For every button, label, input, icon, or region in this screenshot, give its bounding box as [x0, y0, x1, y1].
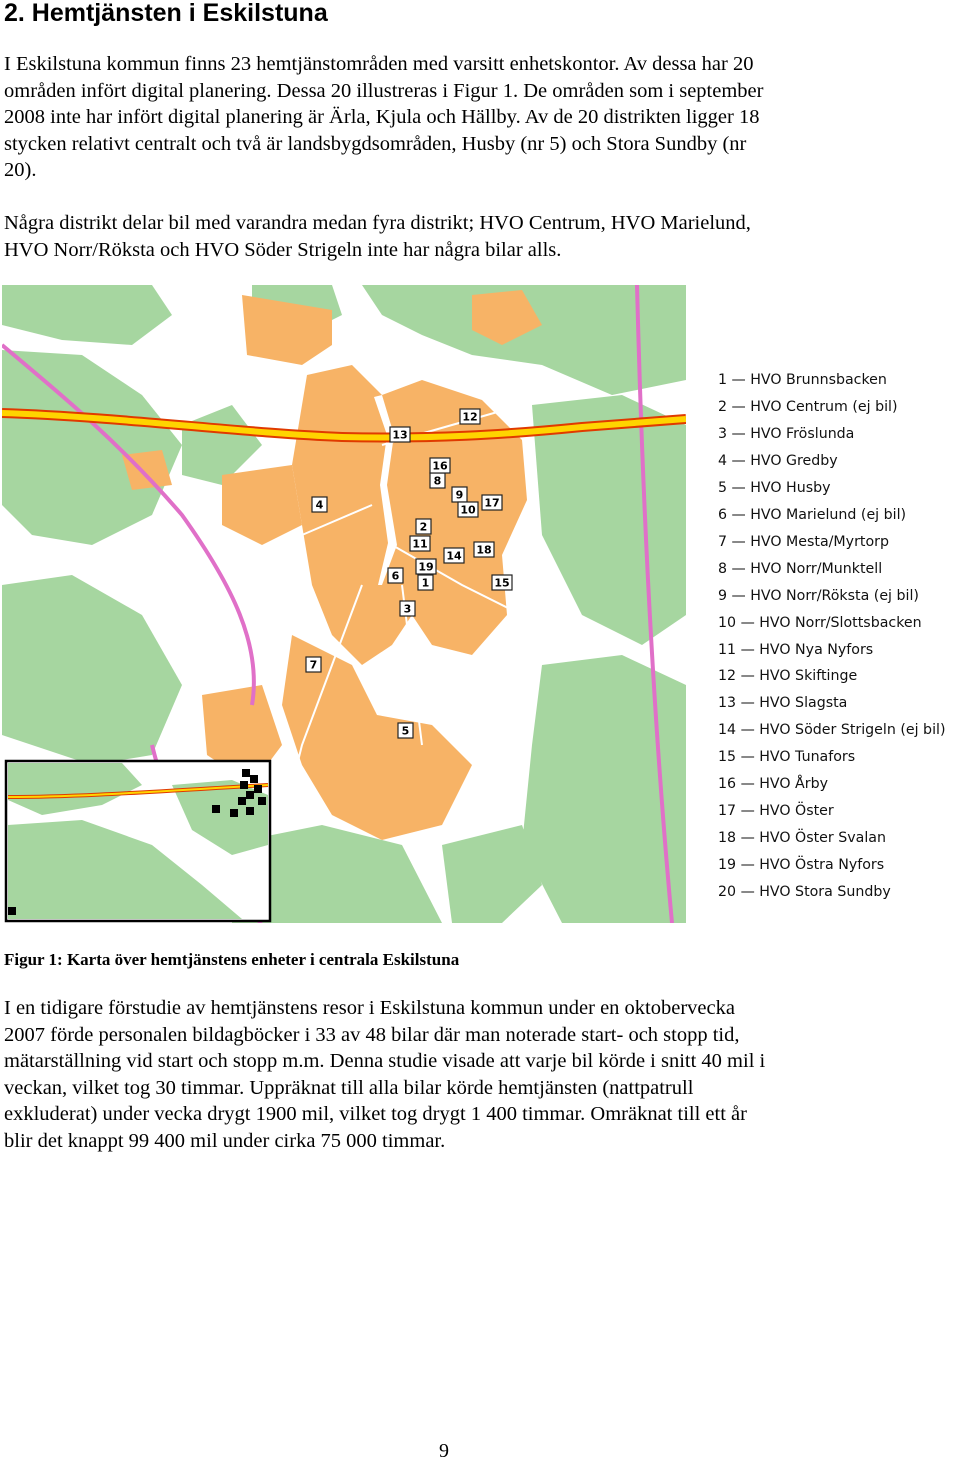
text-line: stycken relativt centralt och två är landsbygdsområden, Husby (nr 5) och Stora Sundby (nr [4, 132, 747, 155]
car-sharing-paragraph [4, 210, 956, 263]
section-heading: 2. Hemtjänsten i Eskilstuna [4, 0, 328, 27]
district-label-10 [458, 502, 478, 517]
legend-item: 16 — HVO Årby [718, 776, 829, 793]
legend-item: 14 — HVO Söder Strigeln (ej bil) [718, 722, 946, 739]
district-label-6 [388, 568, 403, 583]
svg-text:17: 17 [484, 496, 500, 510]
district-label-2 [416, 519, 431, 534]
legend-item: 5 — HVO Husby [718, 479, 831, 496]
district-map [2, 285, 686, 923]
svg-text:9: 9 [455, 488, 464, 502]
text-line: 20). [4, 159, 37, 181]
text-line: veckan, vilket tog 30 timmar. Uppräknat till alla bilar körde hemtjänsten (nattpatrull [4, 1076, 694, 1099]
legend-item: 4 — HVO Gredby [718, 452, 838, 469]
district-legend [718, 367, 946, 906]
svg-text:16: 16 [432, 459, 448, 473]
legend-item: 12 — HVO Skiftinge [718, 668, 858, 685]
legend-item: 13 — HVO Slagsta [718, 695, 848, 712]
legend-item: 8 — HVO Norr/Munktell [718, 560, 883, 577]
svg-text:15: 15 [494, 576, 510, 590]
legend-item: 18 — HVO Öster Svalan [718, 830, 886, 847]
svg-text:3: 3 [403, 602, 412, 616]
page-number: 9 [439, 1440, 449, 1462]
legend-item: 17 — HVO Öster [718, 803, 834, 820]
svg-text:14: 14 [446, 549, 462, 563]
legend-item: 3 — HVO Fröslunda [718, 425, 855, 442]
district-label-7 [306, 657, 321, 672]
text-line: I en tidigare förstudie av hemtjänstens resor i Eskilstuna kommun under en oktobervecka [4, 997, 735, 1019]
district-map-graphic [2, 285, 686, 923]
figure-caption: Figur 1: Karta över hemtjänstens enheter i centrala Eskilstuna [4, 950, 460, 969]
svg-text:8: 8 [433, 474, 442, 488]
text-line: mätarställning vid start och stopp m.m. Denna studie visade att varje bil körde i snitt 40 mil i [4, 1050, 766, 1072]
district-label-13 [390, 427, 410, 442]
svg-text:19: 19 [418, 560, 434, 574]
svg-text:18: 18 [476, 543, 492, 557]
svg-text:13: 13 [392, 428, 408, 442]
legend-item: 11 — HVO Nya Nyfors [718, 641, 874, 658]
district-label-19 [416, 559, 436, 574]
legend-item: 15 — HVO Tunafors [718, 749, 856, 766]
district-label-18 [474, 542, 494, 557]
district-label-8 [430, 473, 445, 488]
text-line: blir det knappt 99 400 mil under cirka 75 000 timmar. [4, 1129, 446, 1152]
district-label-1 [418, 575, 433, 590]
text-line: Några distrikt delar bil med varandra medan fyra distrikt; HVO Centrum, HVO Marielund, [4, 212, 751, 234]
text-line: områden infört digital planering. Dessa 20 illustreras i Figur 1. De områden som i september [4, 79, 764, 102]
svg-text:5: 5 [401, 724, 410, 738]
inset-map [6, 761, 270, 921]
legend-item: 1 — HVO Brunnsbacken [718, 372, 887, 388]
district-label-9 [452, 487, 467, 502]
legend-item: 10 — HVO Norr/Slottsbacken [718, 614, 922, 631]
district-label-15 [492, 575, 512, 590]
district-label-5 [398, 723, 413, 738]
text-line: I Eskilstuna kommun finns 23 hemtjänstområden med varsitt enhetskontor. Av dessa har 20 [4, 53, 754, 75]
svg-text:11: 11 [412, 537, 428, 551]
legend-item: 2 — HVO Centrum (ej bil) [718, 398, 898, 415]
district-label-16 [430, 458, 450, 473]
svg-text:12: 12 [462, 410, 478, 424]
district-label-4 [312, 497, 327, 512]
district-label-12 [460, 409, 480, 424]
svg-text:10: 10 [460, 503, 476, 517]
svg-text:7: 7 [309, 658, 318, 672]
legend-item: 7 — HVO Mesta/Myrtorp [718, 533, 889, 550]
text-line: exkluderat) under vecka drygt 1900 mil, vilket tog drygt 1 400 timmar. Omräknat till ett år [4, 1103, 747, 1125]
legend-item: 20 — HVO Stora Sundby [718, 884, 891, 901]
district-label-3 [400, 601, 415, 616]
legend-item: 19 — HVO Östra Nyfors [718, 857, 885, 874]
urban-areas [122, 290, 542, 840]
intro-paragraph [4, 51, 956, 184]
text-line: HVO Norr/Röksta och HVO Söder Strigeln inte har några bilar alls. [4, 238, 562, 261]
svg-text:6: 6 [391, 569, 400, 583]
district-label-14 [444, 548, 464, 563]
district-label-11 [410, 536, 430, 551]
text-line: 2008 inte har infört digital planering är Ärla, Kjula och Hällby. Av de 20 distrikten ligger 18 [4, 106, 760, 128]
svg-text:4: 4 [315, 498, 324, 512]
district-label-17 [482, 495, 502, 510]
legend-item: 9 — HVO Norr/Röksta (ej bil) [718, 587, 919, 604]
svg-text:1: 1 [421, 576, 430, 590]
svg-text:2: 2 [419, 520, 428, 534]
legend-item: 6 — HVO Marielund (ej bil) [718, 506, 907, 523]
study-paragraph [4, 995, 956, 1154]
text-line: 2007 förde personalen bildagböcker i 33 av 48 bilar där man noterade start- och stopp tid, [4, 1023, 740, 1046]
